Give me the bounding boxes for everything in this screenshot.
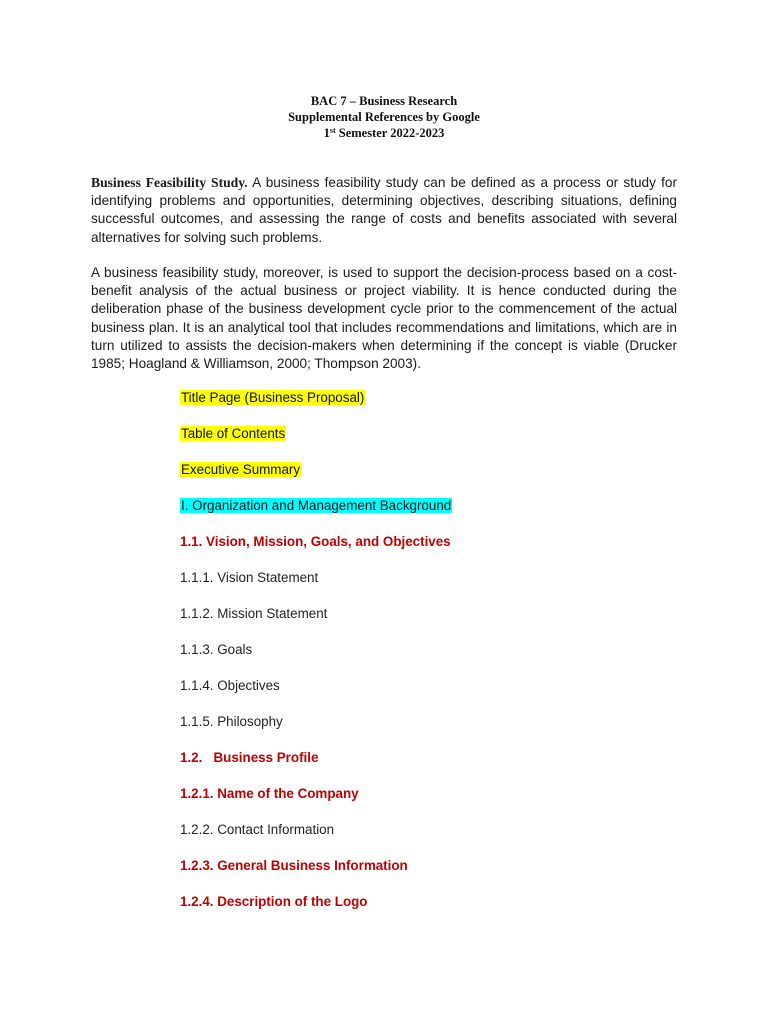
semester-text: Semester 2022-2023 <box>335 126 445 140</box>
outline-item: 1.1. Vision, Mission, Goals, and Objectives <box>180 534 451 549</box>
outline-item: 1.2. Business Profile <box>180 750 319 765</box>
outline-item: 1.2.2. Contact Information <box>180 822 335 837</box>
outline-item: 1.2.4. Description of the Logo <box>180 894 368 909</box>
outline-item-text: I. Organization and Management Background <box>181 498 452 513</box>
outline-item: 1.1.1. Vision Statement <box>180 570 319 585</box>
semester-line <box>0 125 768 141</box>
outline-item: 1.2.3. General Business Information <box>180 858 408 873</box>
document-subtitle: Supplemental References by Google <box>288 110 480 124</box>
outline-item <box>180 389 365 407</box>
outline-item: 1.1.5. Philosophy <box>180 714 283 729</box>
outline-item-text: Title Page (Business Proposal) <box>181 390 365 405</box>
outline-item <box>180 497 452 515</box>
paragraph-body: A business feasibility study can be defined as a process or study for identifying problems and opportunities, determining objectives, describing situations, defining successful outcomes, and assessing the range of costs and benefits associated with several alternatives for solving such problems. <box>91 175 678 245</box>
second-paragraph: A business feasibility study, moreover, is used to support the decision-process based on a cost-benefit analysis of the actual business or project viability. It is hence conducted during the deliberation phase of the business development cycle prior to the commencement of the actual business plan. It is an analytical tool that includes recommendations and limitations, which are in turn utilized to assists the decision-makers when determining if the concept is viable (Drucker 1985; Hoagland & Williamson, 2000; Thompson 2003). <box>91 265 677 372</box>
outline-item: 1.2.1. Name of the Company <box>180 786 359 801</box>
semester-ordinal: st <box>329 126 336 135</box>
course-title: BAC 7 – Business Research <box>310 94 458 108</box>
outline-item-text: Table of Contents <box>181 426 286 441</box>
outline-item: 1.1.3. Goals <box>180 642 253 657</box>
semester-number: 1 <box>323 126 330 140</box>
outline-item-text: Executive Summary <box>181 462 301 477</box>
outline-item: 1.1.4. Objectives <box>180 678 280 693</box>
intro-paragraph <box>91 174 677 247</box>
outline-item: 1.1.2. Mission Statement <box>180 606 328 621</box>
outline-item <box>180 461 301 479</box>
outline-item <box>180 425 286 443</box>
document-header <box>0 93 768 141</box>
paragraph-lead-term: Business Feasibility Study. <box>91 175 248 190</box>
